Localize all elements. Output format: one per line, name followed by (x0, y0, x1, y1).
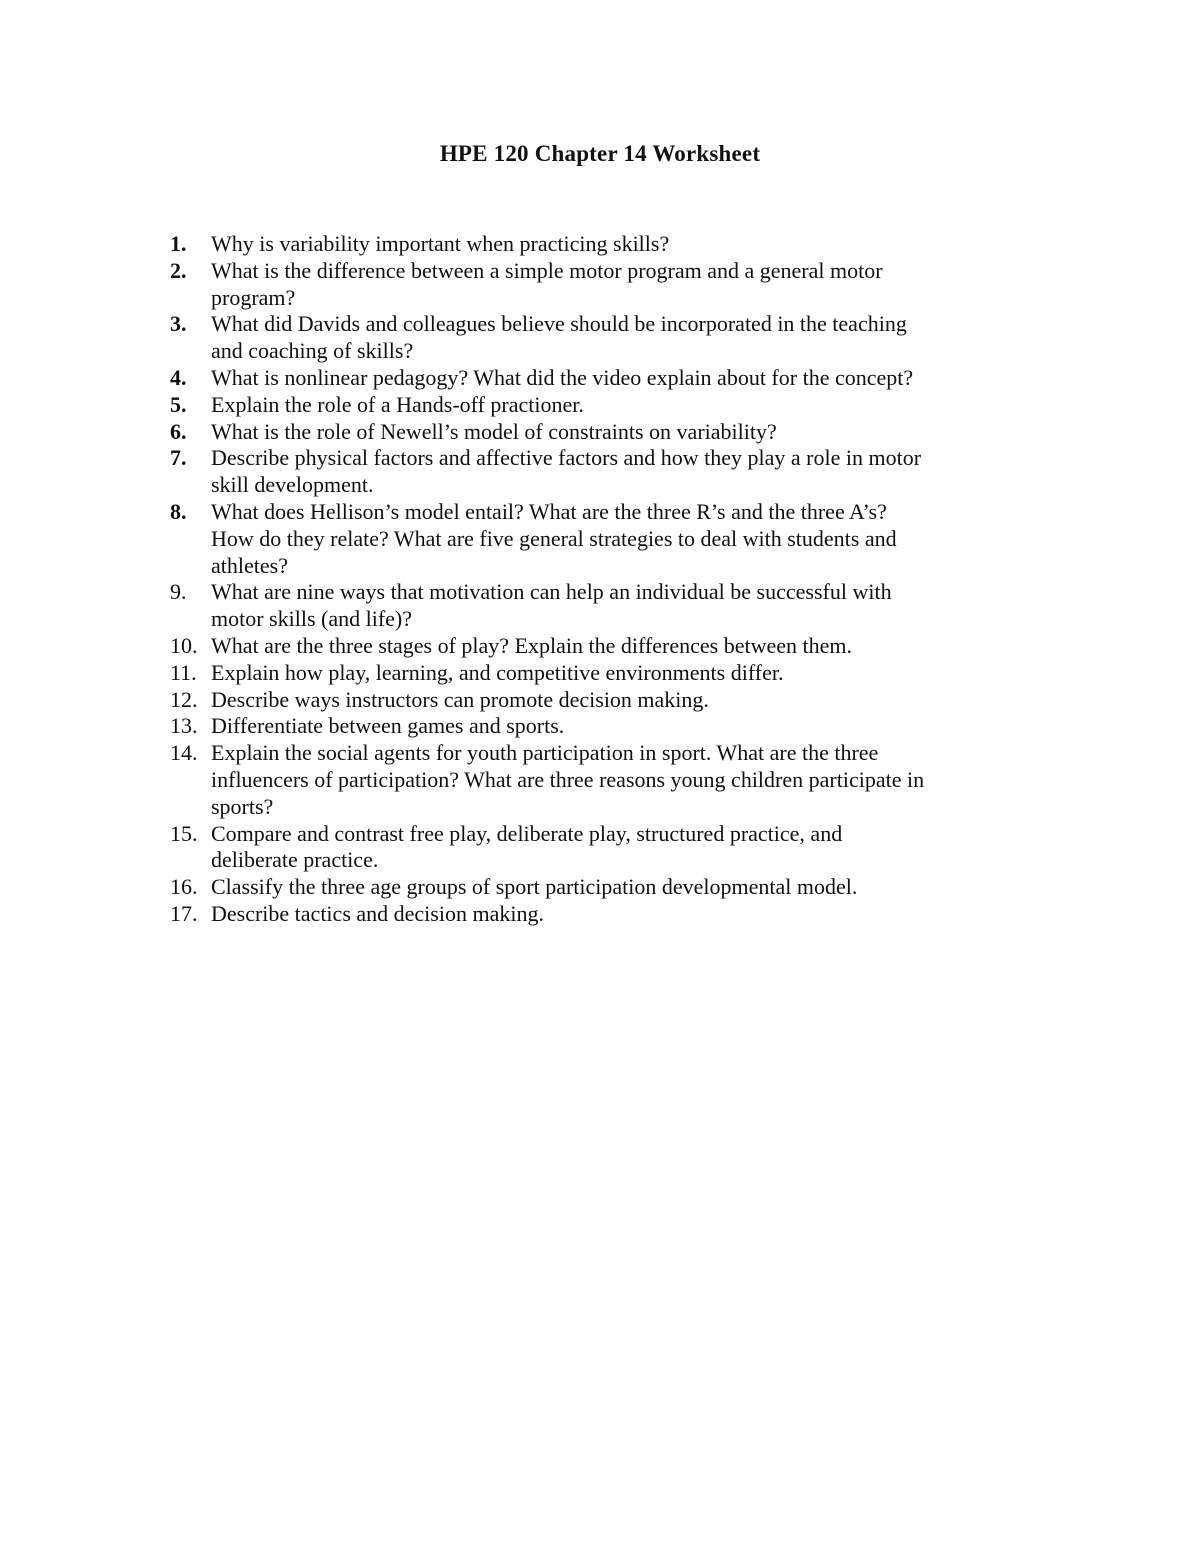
question-line: Explain the role of a Hands-off practioner. (211, 391, 584, 417)
question-line: What are nine ways that motivation can help an individual be successful with (211, 579, 892, 605)
question-item-14 (170, 740, 1070, 820)
question-line: motor skills (and life)? (211, 606, 413, 632)
question-item-4 (170, 365, 1070, 392)
question-item-12 (170, 687, 1070, 714)
question-text (211, 419, 1070, 446)
question-number: 8. (170, 498, 187, 524)
question-number: 17. (170, 900, 198, 926)
question-item-7 (170, 445, 1070, 499)
question-line: What did Davids and colleagues believe should be incorporated in the teaching (211, 311, 907, 337)
question-line: program? (211, 284, 296, 310)
question-text (211, 874, 1070, 901)
question-line: Classify the three age groups of sport participation developmental model. (211, 874, 858, 900)
question-number: 11. (170, 659, 197, 685)
question-number: 2. (170, 257, 187, 283)
question-number: 13. (170, 713, 198, 739)
question-number: 10. (170, 632, 198, 658)
question-item-8 (170, 499, 1070, 579)
question-text (211, 740, 1070, 820)
question-item-17 (170, 901, 1070, 928)
question-text (211, 258, 1070, 312)
question-number: 4. (170, 364, 187, 390)
question-item-13 (170, 713, 1070, 740)
question-text (211, 365, 1070, 392)
question-line: Differentiate between games and sports. (211, 713, 565, 739)
question-item-9 (170, 579, 1070, 633)
question-line: Explain the social agents for youth participation in sport. What are the three (211, 740, 879, 766)
question-line: influencers of participation? What are three reasons young children participate in (211, 766, 925, 792)
question-number: 16. (170, 874, 198, 900)
question-number: 6. (170, 418, 187, 444)
question-line: athletes? (211, 552, 288, 578)
question-line: What is the difference between a simple motor program and a general motor (211, 257, 883, 283)
question-line: How do they relate? What are five general strategies to deal with students and (211, 525, 897, 551)
question-line: Describe physical factors and affective factors and how they play a role in motor (211, 445, 922, 471)
question-number: 14. (170, 740, 198, 766)
question-item-6 (170, 419, 1070, 446)
question-text (211, 579, 1070, 633)
question-text (211, 901, 1070, 928)
question-line: skill development. (211, 472, 374, 498)
question-number: 12. (170, 686, 198, 712)
question-number: 9. (170, 579, 187, 605)
question-item-2 (170, 258, 1070, 312)
question-line: What is the role of Newell’s model of constraints on variability? (211, 418, 777, 444)
question-item-16 (170, 874, 1070, 901)
question-line: What are the three stages of play? Explain the differences between them. (211, 632, 852, 658)
question-text (211, 231, 1070, 258)
question-text (211, 499, 1070, 579)
question-list (170, 231, 1070, 928)
question-line: sports? (211, 793, 274, 819)
question-item-1 (170, 231, 1070, 258)
question-line: Describe tactics and decision making. (211, 900, 544, 926)
question-line: and coaching of skills? (211, 338, 414, 364)
question-line: What does Hellison’s model entail? What are the three R’s and the three A’s? (211, 498, 887, 524)
question-line: Explain how play, learning, and competitive environments differ. (211, 659, 784, 685)
question-text (211, 633, 1070, 660)
question-text (211, 311, 1070, 365)
question-number: 3. (170, 311, 187, 337)
question-item-15 (170, 821, 1070, 875)
question-text (211, 445, 1070, 499)
question-line: deliberate practice. (211, 847, 379, 873)
page-title: HPE 120 Chapter 14 Worksheet (439, 141, 761, 166)
question-number: 15. (170, 820, 198, 846)
question-number: 7. (170, 445, 187, 471)
question-item-3 (170, 311, 1070, 365)
question-line: Describe ways instructors can promote decision making. (211, 686, 709, 712)
question-text (211, 713, 1070, 740)
question-number: 1. (170, 231, 187, 256)
question-number: 5. (170, 391, 187, 417)
question-text (211, 821, 1070, 875)
question-line: Why is variability important when practicing skills? (211, 231, 670, 256)
question-text (211, 687, 1070, 714)
question-text (211, 660, 1070, 687)
question-item-10 (170, 633, 1070, 660)
question-text (211, 392, 1070, 419)
question-item-11 (170, 660, 1070, 687)
question-line: What is nonlinear pedagogy? What did the video explain about for the concept? (211, 364, 914, 390)
question-item-5 (170, 392, 1070, 419)
question-line: Compare and contrast free play, deliberate play, structured practice, and (211, 820, 843, 846)
